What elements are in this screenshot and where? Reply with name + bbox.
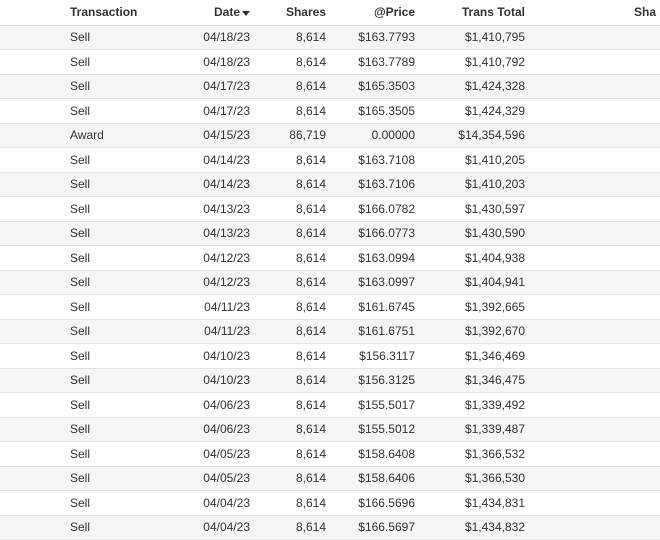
cell-shares-held (529, 25, 660, 50)
cell-price: $156.3117 (359, 348, 415, 363)
cell-trans-total: $1,410,203 (464, 177, 525, 192)
cell-trans-total: $1,424,328 (464, 79, 525, 94)
cell-shares: 8,614 (295, 177, 326, 192)
cell-shares-held (529, 295, 660, 320)
row-spacer (0, 148, 60, 173)
cell-shares-held (529, 99, 660, 124)
row-spacer (0, 221, 60, 246)
cell-transaction: Sell (70, 348, 91, 363)
cell-trans-total: $1,434,832 (464, 520, 525, 535)
column-header-price[interactable] (330, 0, 419, 25)
cell-trans-total: $1,392,670 (464, 324, 525, 339)
table-row[interactable] (0, 148, 660, 173)
cell-date: 04/05/23 (203, 471, 250, 486)
cell-transaction: Sell (70, 30, 91, 45)
row-spacer (0, 197, 60, 222)
row-spacer (0, 270, 60, 295)
cell-transaction: Sell (70, 520, 91, 535)
column-header-shares-held-label: Sha (633, 5, 656, 20)
cell-transaction: Sell (70, 250, 91, 265)
cell-date: 04/10/23 (203, 348, 250, 363)
row-spacer (0, 466, 60, 491)
cell-shares-held (529, 148, 660, 173)
cell-price: $161.6751 (358, 324, 415, 339)
row-spacer (0, 417, 60, 442)
cell-date: 04/14/23 (203, 177, 250, 192)
cell-shares-held (529, 172, 660, 197)
table-row[interactable] (0, 246, 660, 271)
row-spacer (0, 172, 60, 197)
cell-price: $163.7106 (358, 177, 415, 192)
cell-shares: 8,614 (295, 373, 326, 388)
cell-price: $163.0997 (358, 275, 415, 290)
cell-shares-held (529, 442, 660, 467)
cell-date: 04/17/23 (203, 79, 250, 94)
cell-transaction: Sell (70, 226, 91, 241)
cell-transaction: Sell (70, 103, 91, 118)
table-row[interactable] (0, 123, 660, 148)
table-row[interactable] (0, 417, 660, 442)
cell-shares-held (529, 50, 660, 75)
cell-shares-held (529, 393, 660, 418)
cell-price: $163.7108 (358, 152, 415, 167)
row-spacer (0, 74, 60, 99)
cell-transaction: Sell (70, 177, 91, 192)
cell-shares-held (529, 221, 660, 246)
cell-date: 04/04/23 (203, 520, 250, 535)
table-row[interactable] (0, 368, 660, 393)
cell-transaction: Sell (70, 324, 91, 339)
cell-shares: 8,614 (295, 348, 326, 363)
row-spacer (0, 123, 60, 148)
cell-shares-held (529, 491, 660, 516)
table-row[interactable] (0, 50, 660, 75)
cell-date: 04/11/23 (204, 324, 250, 339)
cell-trans-total: $1,410,792 (464, 54, 525, 69)
cell-shares: 8,614 (295, 30, 326, 45)
cell-trans-total: $14,354,596 (458, 128, 525, 143)
column-header-price-label: @Price (373, 5, 415, 20)
row-spacer (0, 25, 60, 50)
cell-shares-held (529, 466, 660, 491)
cell-shares-held (529, 197, 660, 222)
cell-shares: 8,614 (295, 299, 326, 314)
row-spacer (0, 393, 60, 418)
table-row[interactable] (0, 295, 660, 320)
cell-date: 04/12/23 (203, 250, 250, 265)
cell-trans-total: $1,346,469 (464, 348, 525, 363)
cell-price: $158.6406 (358, 471, 415, 486)
cell-date: 04/10/23 (203, 373, 250, 388)
table-row[interactable] (0, 442, 660, 467)
cell-transaction: Sell (70, 152, 91, 167)
column-header-transaction-label: Transaction (70, 5, 138, 20)
cell-price: $163.0994 (358, 250, 415, 265)
cell-price: $155.5012 (358, 422, 415, 437)
cell-date: 04/14/23 (203, 152, 250, 167)
column-header-shares-held[interactable] (529, 0, 660, 25)
cell-trans-total: $1,430,597 (464, 201, 525, 216)
row-spacer (0, 491, 60, 516)
column-header-trans-total[interactable] (419, 0, 529, 25)
table-row[interactable] (0, 172, 660, 197)
cell-transaction: Sell (70, 422, 91, 437)
column-header-date[interactable] (170, 0, 254, 25)
cell-trans-total: $1,434,831 (464, 495, 525, 510)
cell-date: 04/15/23 (203, 128, 250, 143)
cell-shares: 8,614 (295, 324, 326, 339)
cell-trans-total: $1,410,795 (464, 30, 525, 45)
cell-price: $165.3505 (358, 103, 415, 118)
cell-shares-held (529, 319, 660, 344)
cell-shares: 8,614 (295, 397, 326, 412)
cell-shares: 8,614 (295, 250, 326, 265)
table-row[interactable] (0, 466, 660, 491)
table-header-row (0, 0, 660, 25)
cell-shares: 8,614 (295, 446, 326, 461)
cell-shares-held (529, 123, 660, 148)
cell-transaction: Sell (70, 373, 91, 388)
column-header-transaction[interactable] (60, 0, 170, 25)
sort-desc-icon (242, 11, 250, 16)
cell-date: 04/12/23 (203, 275, 250, 290)
cell-shares: 8,614 (295, 495, 326, 510)
cell-date: 04/13/23 (203, 201, 250, 216)
cell-shares-held (529, 344, 660, 369)
cell-transaction: Sell (70, 397, 91, 412)
column-header-date-label: Date (213, 5, 240, 20)
table-row[interactable] (0, 221, 660, 246)
cell-date: 04/04/23 (203, 495, 250, 510)
table-row[interactable] (0, 515, 660, 540)
cell-trans-total: $1,346,475 (464, 373, 525, 388)
table-row[interactable] (0, 270, 660, 295)
table-header (0, 0, 660, 25)
cell-transaction: Sell (70, 446, 91, 461)
row-spacer (0, 99, 60, 124)
table-body (0, 25, 660, 540)
cell-transaction: Sell (70, 201, 91, 216)
cell-shares: 8,614 (295, 520, 326, 535)
cell-trans-total: $1,339,487 (464, 422, 525, 437)
cell-trans-total: $1,366,530 (464, 471, 525, 486)
cell-date: 04/06/23 (203, 422, 250, 437)
cell-trans-total: $1,404,941 (464, 275, 525, 290)
cell-price: $161.6745 (358, 299, 415, 314)
cell-shares-held (529, 74, 660, 99)
cell-price: $166.0782 (358, 201, 415, 216)
table-row[interactable] (0, 74, 660, 99)
cell-shares: 8,614 (295, 79, 326, 94)
cell-price: $156.3125 (358, 373, 415, 388)
cell-trans-total: $1,404,938 (464, 250, 525, 265)
cell-trans-total: $1,339,492 (464, 397, 525, 412)
cell-shares: 8,614 (295, 226, 326, 241)
cell-price: $166.5697 (358, 520, 415, 535)
cell-shares: 86,719 (289, 128, 326, 143)
cell-shares: 8,614 (295, 54, 326, 69)
table-row[interactable] (0, 393, 660, 418)
cell-shares-held (529, 417, 660, 442)
cell-shares-held (529, 515, 660, 540)
cell-price: $158.6408 (358, 446, 415, 461)
row-spacer (0, 344, 60, 369)
cell-date: 04/18/23 (203, 30, 250, 45)
cell-transaction: Sell (70, 79, 91, 94)
cell-date: 04/13/23 (203, 226, 250, 241)
cell-trans-total: $1,392,665 (464, 299, 525, 314)
cell-shares: 8,614 (295, 471, 326, 486)
cell-shares-held (529, 270, 660, 295)
cell-trans-total: $1,366,532 (464, 446, 525, 461)
row-spacer (0, 50, 60, 75)
cell-trans-total: $1,430,590 (464, 226, 525, 241)
table-row[interactable] (0, 344, 660, 369)
cell-price: $165.3503 (358, 79, 415, 94)
cell-shares-held (529, 368, 660, 393)
cell-transaction: Sell (70, 495, 91, 510)
cell-price: $166.0773 (358, 226, 415, 241)
header-spacer (0, 0, 60, 25)
cell-transaction: Award (70, 128, 104, 143)
row-spacer (0, 515, 60, 540)
table-row[interactable] (0, 319, 660, 344)
cell-shares: 8,614 (295, 275, 326, 290)
table-row[interactable] (0, 197, 660, 222)
cell-transaction: Sell (70, 275, 91, 290)
cell-price: $163.7793 (358, 30, 415, 45)
column-header-shares-label: Shares (285, 5, 326, 20)
cell-date: 04/11/23 (204, 299, 250, 314)
cell-date: 04/18/23 (203, 54, 250, 69)
cell-date: 04/05/23 (203, 446, 250, 461)
table-row[interactable] (0, 99, 660, 124)
cell-trans-total: $1,424,329 (464, 103, 525, 118)
cell-trans-total: $1,410,205 (464, 152, 525, 167)
cell-price: $155.5017 (358, 397, 415, 412)
row-spacer (0, 246, 60, 271)
cell-shares: 8,614 (295, 422, 326, 437)
row-spacer (0, 319, 60, 344)
cell-price: $166.5696 (358, 495, 415, 510)
cell-shares: 8,614 (295, 103, 326, 118)
cell-shares: 8,614 (295, 201, 326, 216)
row-spacer (0, 442, 60, 467)
column-header-trans-total-label: Trans Total (461, 5, 525, 20)
cell-price: 0.00000 (371, 128, 415, 143)
cell-shares: 8,614 (295, 152, 326, 167)
cell-shares-held (529, 246, 660, 271)
cell-date: 04/17/23 (203, 103, 250, 118)
cell-date: 04/06/23 (203, 397, 250, 412)
table-row[interactable] (0, 491, 660, 516)
table-row[interactable] (0, 25, 660, 50)
row-spacer (0, 295, 60, 320)
cell-transaction: Sell (70, 299, 91, 314)
cell-transaction: Sell (70, 471, 91, 486)
row-spacer (0, 368, 60, 393)
column-header-shares[interactable] (254, 0, 330, 25)
cell-price: $163.7789 (358, 54, 415, 69)
cell-transaction: Sell (70, 54, 91, 69)
